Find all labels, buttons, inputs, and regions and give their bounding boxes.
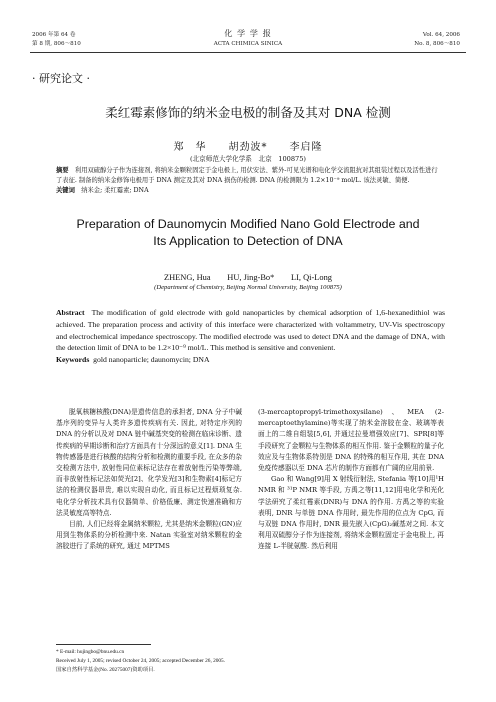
footnote-fund: 国家自然科学基金(No. 20275007)资助项目. — [56, 667, 155, 673]
cn-authors: 郑 华 胡劲波* 李启隆 — [173, 142, 323, 153]
en-abstract-label: Abstract — [56, 308, 85, 317]
body-paragraph: Gao 和 Wang[9]用 X 射线衍射法, Stefania 等[10]用¹H NMR 和 ³¹P NMR 等手段, 方禹之等[11,12]用电化学和光化学法研究了柔红霉素(DNR)与 DNA 的作用. 方禹之等的实验表明, DNR 与单链 DNA 作用时, 最先作用的位点为 CpG, 而与双链 DNA 作用时, DNR 最先嵌入(CpG)₂碱基对之间. 本文利用双硫醇分子作为连接剂, 将纳米金颗粒固定于金电极上, 再连接 L-半胱氨酸. 然后利用 — [258, 475, 444, 551]
section-tag: · 研究论文 · — [32, 72, 90, 85]
body-paragraph: 脱氧核糖核酸(DNA)是遗传信息的承担者, DNA 分子中碱基序列的变异与人类许多遗传疾病有关. 因此, 对特定序列的 DNA 的分析以及对 DNA 链中碱基突变的检测在临床诊断、遗传疾病的早期诊断和治疗方面具有十分深远的意义[1]. DNA 生物传感器是进行核酸的结构分析和检测的重要手段, 在众多的杂交检测方法中, 放射性同位素标记法存在着放射性污染等弊端, 而非放射性标记法如荧光[2]、化学发光[3]和生物素[4]标记方法的检测仪器昂贵, 难以实现自动化, 而且标记过程烦琐复杂. 电化学分析技术具有仪器简单、价格低廉、测定快速准确和方法灵敏度高等特点. — [56, 408, 242, 517]
body-paragraph: 目前, 人们已经将金属纳米颗粒, 尤其是纳米金颗粒(GN)应用到生物体系的分析检测中来. Natan 实验室对纳米颗粒的金溶胶进行了系统的研究, 通过 MPTMS — [56, 520, 242, 551]
header-vol-en: Vol. 64, 2006 — [422, 32, 460, 38]
footnote-received: Received July 1, 2005; revised October 24, 2005; accepted December 26, 2005. — [56, 658, 226, 664]
cn-keywords-label: 关键词 — [56, 187, 75, 194]
en-keywords-label: Keywords — [56, 355, 90, 365]
en-title-line2: Its Application to Detection of DNA — [153, 234, 343, 248]
body-right-column — [258, 407, 444, 553]
en-keywords-text: gold nanoparticle; daunomycin; DNA — [93, 355, 210, 365]
en-abstract-text: The modification of gold electrode with gold nanoparticles by chemical adsorption of 1,6-hexanedithiol was achieved. The preparation process and activity of this interface were characterized with voltammetry, UV-Vis spectroscopy and electrochemical impedance spectroscopy. The modified electrode was used to detect DNA and the damage of DNA, with the detection limit of DNA to be 1.2×10⁻⁹ mol/L. This method is sensitive and convenient. — [56, 308, 446, 353]
header-no-en: No. 8, 806～810 — [414, 41, 460, 47]
header-pages: 第 8 期, 806～810 — [32, 41, 81, 47]
cn-abstract-label: 摘要 — [56, 167, 69, 174]
footnote — [56, 648, 225, 675]
en-affiliation: (Department of Chemistry, Beijing Normal University, Beijing 100875) — [154, 284, 342, 291]
cn-title: 柔红霉素修饰的纳米金电极的制备及其对 DNA 检测 — [105, 105, 391, 120]
cn-affiliation: (北京师范大学化学系 北京 100875) — [189, 155, 307, 163]
footnote-email: * E-mail: hujingbo@bnu.edu.cn — [56, 649, 125, 655]
en-title-line1: Preparation of Daunomycin Modified Nano Gold Electrode and — [76, 217, 420, 231]
journal-name-cn: 化 学 学 报 — [224, 28, 272, 38]
cn-abstract-text: 利用双硫醇分子作为连接剂, 将纳米金颗粒固定于金电极上, 用伏安法、紫外-可见光谱和电化学交流阻抗对其组装过程以及活性进行了表征. 制备的纳米金修饰电极用于 DNA 测定及其对 DNA 损伤的检测. DNA 的检测限为 1.2×10⁻⁹ mol/L. 该法灵敏、简便. — [56, 167, 438, 184]
en-abstract — [56, 307, 445, 366]
header-rule — [30, 52, 466, 53]
footnote-rule — [56, 644, 151, 645]
cn-abstract — [56, 166, 442, 196]
cn-keywords-text: 纳米金; 柔红霉素; DNA — [81, 187, 149, 194]
header-volume: 2006 年第 64 卷 — [32, 32, 76, 38]
body-left-column — [56, 407, 242, 553]
body-paragraph: (3-mercaptopropyl-trimethoxysilane)、MEA (2-mercaptoethylamine)等实现了纳米金溶胶在金、玻璃等表面上的二维自组装[5,6], 并通过拉曼增强效应[7]、SPR[8]等手段研究了金颗粒与生物体系的相互作用. 鉴于金颗粒的量子化效应及与生物体系特别是 DNA 的特殊的相互作用, 其在 DNA 免疫传感器以至 DNA 芯片的制作方面都有广阔的应用前景. — [258, 408, 444, 473]
en-authors: ZHENG, Hua HU, Jing-Bo* LI, Qi-Long — [164, 273, 332, 282]
en-title — [0, 216, 496, 250]
journal-name-en: ACTA CHIMICA SINICA — [213, 41, 283, 47]
